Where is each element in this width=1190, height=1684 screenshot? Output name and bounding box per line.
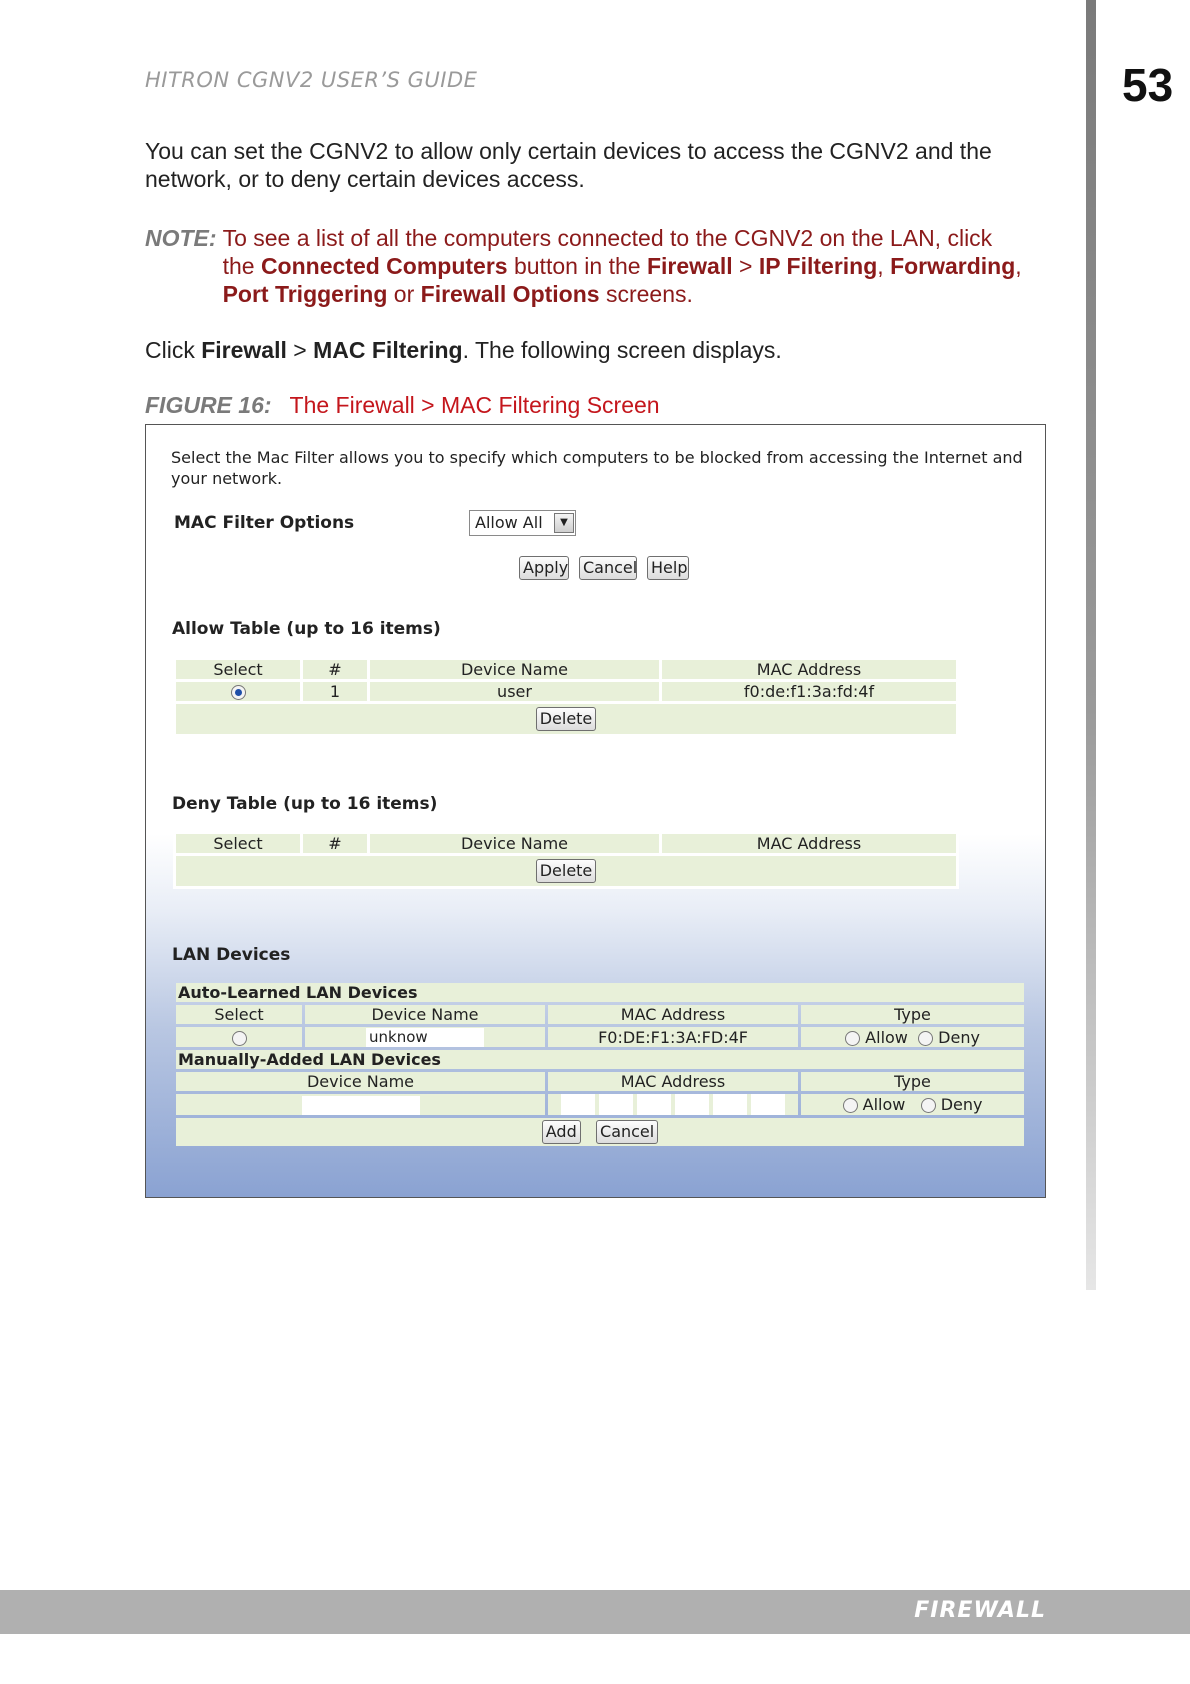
intro-line-2: network, or to deny certain devices access. xyxy=(145,166,585,192)
cancel-button[interactable]: Cancel xyxy=(579,556,637,580)
allow-delete-button[interactable]: Delete xyxy=(536,707,597,731)
mac-filtering-screenshot xyxy=(145,424,1046,1198)
table-footer-row xyxy=(176,704,956,734)
section-row xyxy=(176,1050,1024,1069)
note-bold-connected-computers: Connected Computers xyxy=(260,253,508,279)
manual-device-name-input[interactable] xyxy=(302,1096,420,1115)
click-text: . The following screen displays. xyxy=(462,337,782,363)
chevron-down-icon[interactable]: ▼ xyxy=(554,513,574,533)
mac-octet-input[interactable] xyxy=(713,1094,747,1115)
auto-allow-radio[interactable] xyxy=(845,1031,860,1046)
table-footer-row xyxy=(176,1118,1024,1146)
mac-filter-options-label: MAC Filter Options xyxy=(174,513,355,533)
add-button[interactable]: Add xyxy=(542,1120,581,1144)
allow-label: Allow xyxy=(862,1095,906,1114)
note-text: , xyxy=(877,253,891,279)
note-text: button in the xyxy=(507,253,647,279)
note-bold-ip-filtering: IP Filtering xyxy=(758,253,878,279)
column-header: Device Name xyxy=(370,660,659,679)
click-bold-mac-filtering: MAC Filtering xyxy=(313,337,463,363)
column-header: # xyxy=(303,834,367,853)
intro-paragraph xyxy=(145,137,1045,193)
click-bold-firewall: Firewall xyxy=(201,337,287,363)
note-bold-firewall: Firewall xyxy=(646,253,733,279)
lan-devices-table xyxy=(173,980,1027,1149)
select-cell xyxy=(176,1027,302,1047)
footer-band xyxy=(0,1590,1190,1634)
table-row xyxy=(176,682,956,701)
auto-learned-title: Auto-Learned LAN Devices xyxy=(176,983,1024,1002)
column-header: Device Name xyxy=(305,1005,545,1024)
note-label: NOTE: xyxy=(145,225,217,251)
mac-octet-input[interactable] xyxy=(599,1094,633,1115)
click-text: > xyxy=(286,337,314,363)
note-text: > xyxy=(732,253,759,279)
apply-button[interactable]: Apply xyxy=(519,556,569,580)
note-bold-port-triggering: Port Triggering xyxy=(222,281,388,307)
mac-octet-input[interactable] xyxy=(751,1094,785,1115)
deny-label: Deny xyxy=(940,1095,983,1114)
column-header: # xyxy=(303,660,367,679)
allow-table-title: Allow Table (up to 16 items) xyxy=(172,619,441,639)
help-button[interactable]: Help xyxy=(647,556,689,580)
deny-delete-button[interactable]: Delete xyxy=(536,859,597,883)
figure-label: FIGURE 16: xyxy=(145,392,272,418)
mac-address-cell: f0:de:f1:3a:fd:4f xyxy=(662,682,956,701)
table-row xyxy=(176,1094,1024,1115)
table-footer-cell xyxy=(176,856,956,886)
auto-deny-radio[interactable] xyxy=(918,1031,933,1046)
column-header: MAC Address xyxy=(548,1072,798,1091)
deny-label: Deny xyxy=(938,1027,980,1047)
table-header-row xyxy=(176,1005,1024,1024)
type-cell xyxy=(801,1094,1024,1115)
deny-table xyxy=(173,831,959,889)
figure-caption xyxy=(145,392,660,419)
lan-devices-title: LAN Devices xyxy=(172,945,291,965)
mac-octet-input[interactable] xyxy=(561,1094,595,1115)
column-header: Device Name xyxy=(370,834,659,853)
page-edge-bar xyxy=(1086,0,1096,1290)
click-instruction xyxy=(145,336,1045,364)
mac-filter-options-value: Allow All xyxy=(475,513,543,532)
screen-intro-text: Select the Mac Filter allows you to specify which computers to be blocked from accessing the Internet and your network. xyxy=(171,448,1023,488)
click-text: Click xyxy=(145,337,202,363)
table-footer-row xyxy=(176,856,956,886)
device-name-cell: user xyxy=(370,682,659,701)
note-block xyxy=(145,224,1045,308)
device-name-cell xyxy=(176,1094,545,1115)
manual-mac-inputs[interactable] xyxy=(561,1094,785,1115)
note-text: To see a list of all the computers connected to the CGNV2 on the LAN, click the xyxy=(222,225,993,279)
type-cell xyxy=(801,1027,1024,1047)
manual-allow-radio[interactable] xyxy=(843,1098,858,1113)
note-text: or xyxy=(387,281,421,307)
column-header: Select xyxy=(176,834,300,853)
allow-label: Allow xyxy=(865,1027,908,1047)
mac-address-cell: F0:DE:F1:3A:FD:4F xyxy=(548,1027,798,1047)
table-row xyxy=(176,1027,1024,1047)
table-header-row xyxy=(176,1072,1024,1091)
note-text: screens. xyxy=(599,281,693,307)
column-header: Type xyxy=(801,1072,1024,1091)
column-header: Select xyxy=(176,1005,302,1024)
mac-filter-options-select[interactable] xyxy=(469,510,576,536)
column-header: Type xyxy=(801,1005,1024,1024)
mac-octet-input[interactable] xyxy=(675,1094,709,1115)
section-row xyxy=(176,983,1024,1002)
table-footer-cell xyxy=(176,1118,1024,1146)
note-bold-forwarding: Forwarding xyxy=(890,253,1016,279)
manual-deny-radio[interactable] xyxy=(921,1098,936,1113)
device-name-cell xyxy=(305,1027,545,1047)
note-body xyxy=(223,224,1023,308)
note-bold-firewall-options: Firewall Options xyxy=(420,281,600,307)
page-number: 53 xyxy=(1122,59,1174,111)
column-header: Device Name xyxy=(176,1072,545,1091)
intro-line-1: You can set the CGNV2 to allow only certain devices to access the CGNV2 and the xyxy=(145,138,992,164)
select-cell xyxy=(176,682,300,701)
note-text: , xyxy=(1015,253,1022,279)
manually-added-title: Manually-Added LAN Devices xyxy=(176,1050,1024,1069)
lan-cancel-button[interactable]: Cancel xyxy=(596,1120,658,1144)
table-header-row xyxy=(176,834,956,853)
figure-title: The Firewall > MAC Filtering Screen xyxy=(289,392,660,418)
number-cell: 1 xyxy=(303,682,367,701)
auto-device-name-input[interactable]: unknow xyxy=(366,1028,484,1047)
auto-select-radio[interactable] xyxy=(232,1031,247,1046)
table-footer-cell xyxy=(176,704,956,734)
running-header: HITRON CGNV2 USER’S GUIDE xyxy=(145,68,478,92)
column-header: MAC Address xyxy=(548,1005,798,1024)
mac-octet-input[interactable] xyxy=(637,1094,671,1115)
deny-table-title: Deny Table (up to 16 items) xyxy=(172,794,438,814)
allow-table xyxy=(173,657,959,737)
table-header-row xyxy=(176,660,956,679)
column-header: MAC Address xyxy=(662,660,956,679)
mac-address-cell xyxy=(548,1094,798,1115)
select-radio[interactable] xyxy=(231,685,246,700)
column-header: MAC Address xyxy=(662,834,956,853)
column-header: Select xyxy=(176,660,300,679)
chapter-label: FIREWALL xyxy=(914,1598,1046,1623)
